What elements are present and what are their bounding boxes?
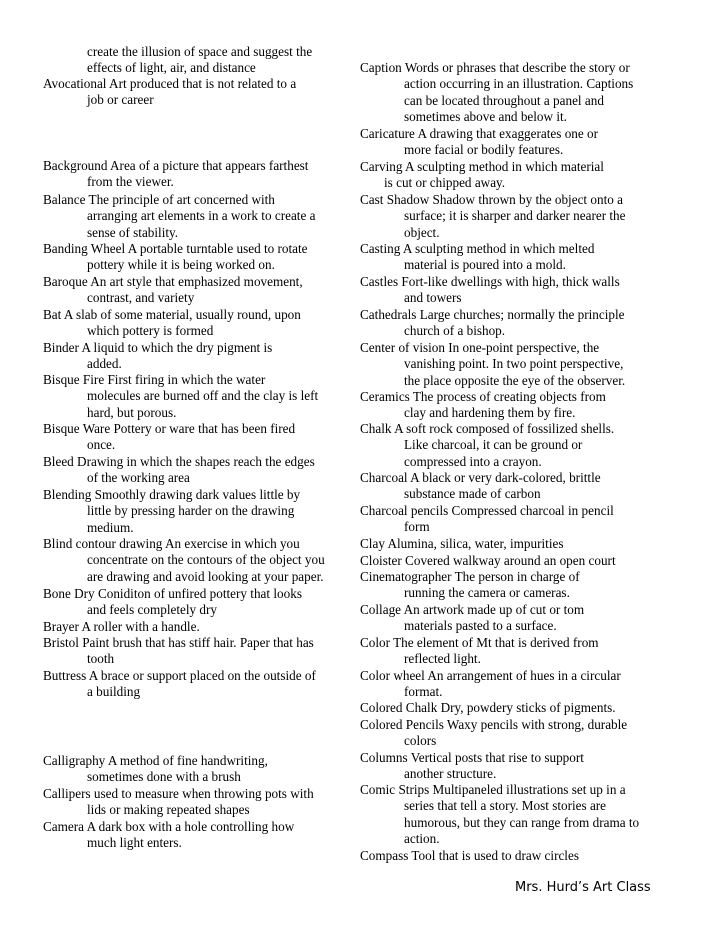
entry-line: concentrate on the contours of the object you <box>87 552 325 568</box>
entry-line: Camera A dark box with a hole controlling how <box>43 819 295 834</box>
entry-line: much light enters. <box>87 835 182 851</box>
glossary-entry <box>360 159 670 192</box>
entry-line: Cathedrals Large churches; normally the principle <box>360 307 625 322</box>
glossary-entry <box>360 668 670 701</box>
entry-line: Columns Vertical posts that rise to support <box>360 750 584 765</box>
entry-line: object. <box>404 224 440 240</box>
glossary-entry <box>43 454 348 487</box>
entry-line: Bristol Paint brush that has stiff hair. Paper that has <box>43 635 314 650</box>
entry-line: are drawing and avoid looking at your paper. <box>87 568 324 584</box>
entry-line: Color wheel An arrangement of hues in a circular <box>360 668 621 683</box>
glossary-entry <box>43 44 348 77</box>
entry-line: Compass Tool that is used to draw circles <box>360 848 579 863</box>
entry-line: job or career <box>87 92 154 108</box>
entry-line: vanishing point. In two point perspective, <box>404 356 624 372</box>
entry-line: Carving A sculpting method in which material <box>360 159 604 174</box>
entry-line: Chalk A soft rock composed of fossilized shells. <box>360 421 615 436</box>
entry-line: another structure. <box>404 766 497 782</box>
glossary-entry <box>360 241 670 274</box>
entry-line: Cast Shadow Shadow thrown by the object onto a <box>360 192 623 207</box>
glossary-entry <box>43 536 348 585</box>
glossary-entry <box>360 340 670 389</box>
entry-line: pottery while it is being worked on. <box>87 257 275 273</box>
entry-line: reflected light. <box>404 651 481 667</box>
glossary-entry <box>360 503 670 536</box>
entry-line: a building <box>87 684 141 700</box>
entry-line: contrast, and variety <box>87 290 195 306</box>
entry-line: form <box>404 519 430 535</box>
entry-line: and feels completely dry <box>87 602 217 618</box>
glossary-entry <box>43 635 348 668</box>
entry-line: Charcoal A black or very dark-colored, brittle <box>360 470 601 485</box>
glossary-entry <box>360 536 670 552</box>
entry-line: action occurring in an illustration. Captions <box>404 76 634 92</box>
entry-line: of the working area <box>87 470 190 486</box>
entry-line: Bone Dry Coniditon of unfired pottery that looks <box>43 586 302 601</box>
entry-line: sense of stability. <box>87 224 179 240</box>
glossary-entry <box>360 635 670 668</box>
entry-line: colors <box>404 733 437 749</box>
entry-line: lids or making repeated shapes <box>87 802 250 818</box>
glossary-entry <box>360 60 670 125</box>
entry-line: sometimes above and below it. <box>404 108 567 124</box>
glossary-entry <box>43 421 348 454</box>
glossary-entry <box>360 700 670 716</box>
entry-line: substance made of carbon <box>404 486 541 502</box>
glossary-entry <box>360 782 670 847</box>
glossary-entry <box>360 602 670 635</box>
glossary-entry <box>360 553 670 569</box>
glossary-entry <box>43 340 348 373</box>
entry-line: church of a bishop. <box>404 323 506 339</box>
glossary-entry <box>43 274 348 307</box>
entry-line: Cinematographer The person in charge of <box>360 569 580 584</box>
glossary-entry <box>43 586 348 619</box>
entry-line: running the camera or cameras. <box>404 585 570 601</box>
entry-line: Caricature A drawing that exaggerates one or <box>360 126 599 141</box>
entry-line: compressed into a crayon. <box>404 453 542 469</box>
glossary-entry <box>360 274 670 307</box>
glossary-entry <box>43 241 348 274</box>
entry-line: Clay Alumina, silica, water, impurities <box>360 536 564 551</box>
entry-line: Buttress A brace or support placed on the outside of <box>43 668 316 683</box>
entry-line: and towers <box>404 290 462 306</box>
entry-line: molecules are burned off and the clay is left <box>87 388 319 404</box>
entry-line: material is poured into a mold. <box>404 257 566 273</box>
entry-line: Colored Pencils Waxy pencils with strong, durable <box>360 717 628 732</box>
glossary-entry <box>43 753 348 786</box>
entry-line: Bleed Drawing in which the shapes reach the edges <box>43 454 315 469</box>
entry-line: clay and hardening them by fire. <box>404 405 576 421</box>
entry-line: Avocational Art produced that is not related to a <box>43 76 297 91</box>
entry-line: Comic Strips Multipaneled illustrations set up in a <box>360 782 626 797</box>
entry-line: Blind contour drawing An exercise in which you <box>43 536 300 551</box>
entry-line: humorous, but they can range from drama to <box>404 814 640 830</box>
entry-line: Calligraphy A method of fine handwriting, <box>43 753 268 768</box>
entry-line: the place opposite the eye of the observer. <box>404 372 626 388</box>
glossary-entry <box>360 307 670 340</box>
glossary-entry <box>360 126 670 159</box>
entry-line: Colored Chalk Dry, powdery sticks of pigments. <box>360 700 616 715</box>
entry-line: is cut or chipped away. <box>384 175 506 191</box>
entry-line: added. <box>87 356 122 372</box>
entry-line: Charcoal pencils Compressed charcoal in pencil <box>360 503 614 518</box>
glossary-entry <box>43 372 348 421</box>
glossary-entry <box>360 569 670 602</box>
entry-line: Blending Smoothly drawing dark values little by <box>43 487 301 502</box>
entry-line: hard, but porous. <box>87 404 177 420</box>
entry-line: materials pasted to a surface. <box>404 618 557 634</box>
glossary-entry <box>43 76 348 109</box>
entry-line: little by pressing harder on the drawing <box>87 503 295 519</box>
glossary-entry <box>43 158 348 191</box>
entry-line: once. <box>87 437 116 453</box>
entry-line: tooth <box>87 651 115 667</box>
entry-line: medium. <box>87 519 134 535</box>
glossary-entry <box>360 192 670 241</box>
entry-line: Castles Fort-like dwellings with high, thick walls <box>360 274 620 289</box>
entry-line: format. <box>404 684 443 700</box>
glossary-entry <box>360 717 670 750</box>
entry-line: more facial or bodily features. <box>404 142 564 158</box>
entry-line: Bisque Fire First firing in which the water <box>43 372 266 387</box>
entry-line: Casting A sculpting method in which melted <box>360 241 595 256</box>
entry-line: from the viewer. <box>87 174 174 190</box>
entry-line: Cloister Covered walkway around an open court <box>360 553 616 568</box>
glossary-entry <box>360 750 670 783</box>
glossary-entry <box>360 470 670 503</box>
entry-line: Color The element of Mt that is derived from <box>360 635 599 650</box>
glossary-entry <box>43 192 348 241</box>
entry-line: action. <box>404 830 440 846</box>
entry-line: Balance The principle of art concerned with <box>43 192 275 207</box>
entry-line: Background Area of a picture that appears farthest <box>43 158 309 173</box>
entry-line: Binder A liquid to which the dry pigment is <box>43 340 273 355</box>
entry-line: can be located throughout a panel and <box>404 92 604 108</box>
entry-line: series that tell a story. Most stories are <box>404 798 607 814</box>
glossary-entry <box>43 668 348 701</box>
entry-line: effects of light, air, and distance <box>87 60 256 76</box>
glossary-entry <box>360 848 670 864</box>
entry-line: sometimes done with a brush <box>87 769 241 785</box>
entry-line: which pottery is formed <box>87 323 214 339</box>
footer-class-name: Mrs. Hurd’s Art Class <box>515 880 651 895</box>
entry-line: Ceramics The process of creating objects from <box>360 389 606 404</box>
glossary-entry <box>43 307 348 340</box>
glossary-entry <box>360 421 670 470</box>
entry-line: create the illusion of space and suggest the <box>87 44 313 59</box>
glossary-entry <box>43 819 348 852</box>
glossary-entry <box>43 487 348 536</box>
entry-line: Banding Wheel A portable turntable used to rotate <box>43 241 308 256</box>
entry-line: Bisque Ware Pottery or ware that has been fired <box>43 421 296 436</box>
entry-line: Center of vision In one-point perspective, the <box>360 340 600 355</box>
entry-line: Collage An artwork made up of cut or tom <box>360 602 585 617</box>
entry-line: Like charcoal, it can be ground or <box>404 437 583 453</box>
entry-line: Caption Words or phrases that describe the story or <box>360 60 630 75</box>
entry-line: Callipers used to measure when throwing pots with <box>43 786 314 801</box>
entry-line: Baroque An art style that emphasized movement, <box>43 274 303 289</box>
glossary-entry <box>43 619 348 635</box>
glossary-entry <box>360 389 670 422</box>
entry-line: Bat A slab of some material, usually round, upon <box>43 307 301 322</box>
glossary-entry <box>43 786 348 819</box>
entry-line: arranging art elements in a work to create a <box>87 208 316 224</box>
entry-line: surface; it is sharper and darker nearer the <box>404 208 626 224</box>
entry-line: Brayer A roller with a handle. <box>43 619 200 634</box>
